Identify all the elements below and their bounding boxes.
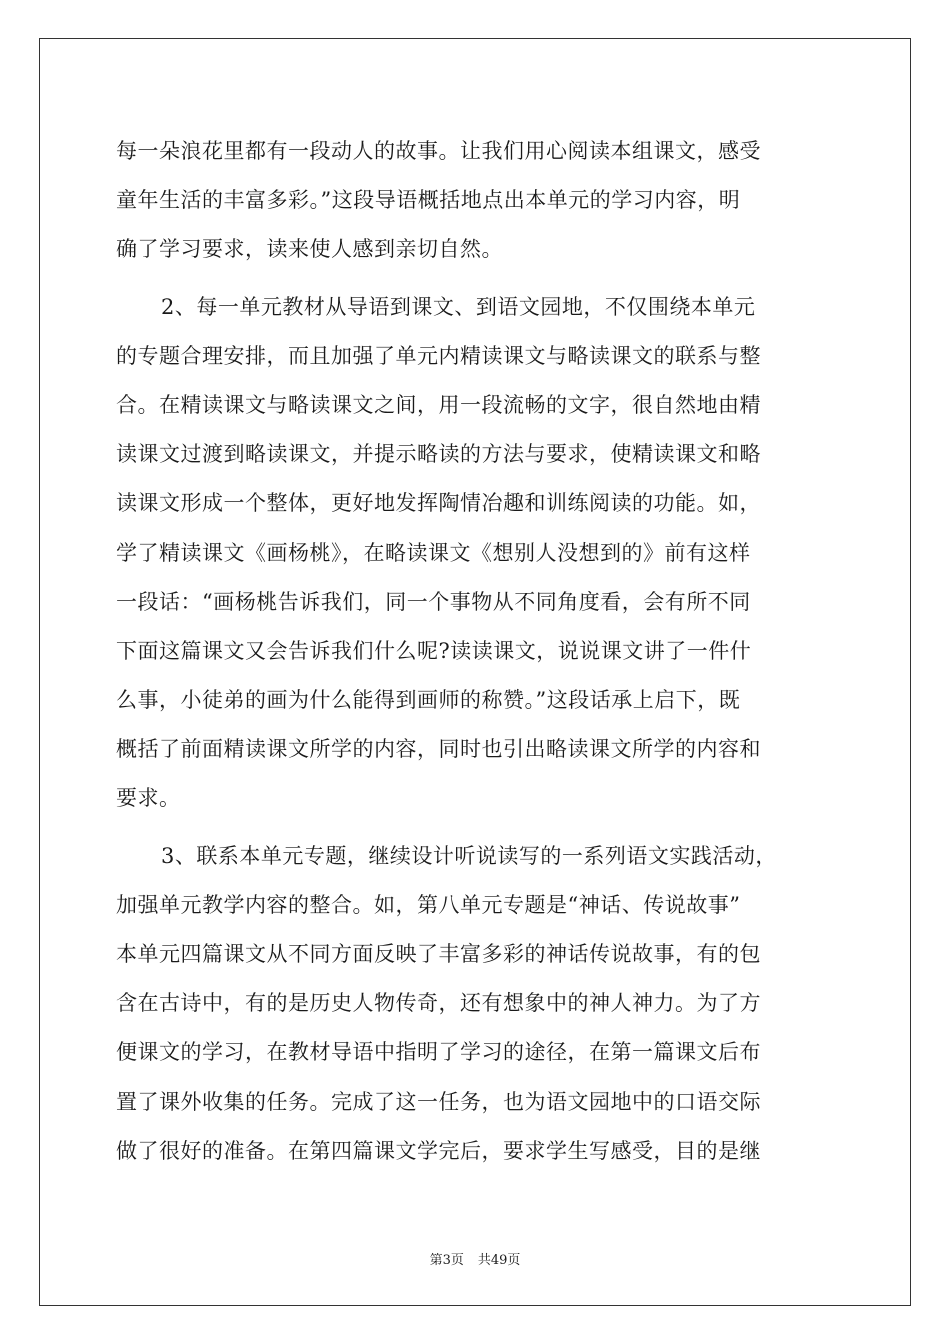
text-line: 加强单元教学内容的整合。如，第八单元专题是“神话、传说故事” [116, 892, 741, 917]
page-footer [0, 1249, 950, 1268]
text-line: 每一朵浪花里都有一段动人的故事。让我们用心阅读本组课文，感受 [116, 139, 761, 163]
text-line: 便课文的学习，在教材导语中指明了学习的途径，在第一篇课文后布 [116, 1040, 761, 1065]
text-line: 做了很好的准备。在第四篇课文学完后，要求学生写感受，目的是继 [116, 1138, 761, 1163]
text-line: 童年生活的丰富多彩。”这段导语概括地点出本单元的学习内容，明 [116, 188, 741, 213]
text-line: 读课文过渡到略读课文，并提示略读的方法与要求，使精读课文和略 [116, 442, 761, 467]
text-line: 确了学习要求，读来使人感到亲切自然。 [116, 237, 503, 262]
text-line: 置了课外收集的任务。完成了这一任务，也为语文园地中的口语交际 [116, 1089, 761, 1114]
text-line: 要求。 [116, 786, 181, 811]
document-body [116, 127, 832, 1176]
text-line: 一段话：“画杨桃告诉我们，同一个事物从不同角度看，会有所不同 [116, 589, 751, 614]
paragraph-3-first-line: 3、联系本单元专题，继续设计听说读写的一系列语文实践活动， [161, 843, 777, 868]
text-line: 本单元四篇课文从不同方面反映了丰富多彩的神话传说故事，有的包 [116, 942, 761, 966]
text-line: 么事，小徒弟的画为什么能得到画师的称赞。”这段话承上启下，既 [116, 688, 741, 713]
text-line: 下面这篇课文又会告诉我们什么呢?读读课文，说说课文讲了一件什 [116, 638, 752, 663]
text-line: 合。在精读课文与略读课文之间，用一段流畅的文字，很自然地由精 [116, 392, 761, 417]
paragraph-2-first-line: 2、每一单元教材从导语到课文、到语文园地，不仅围绕本单元 [161, 294, 756, 319]
text-line: 的专题合理安排，而且加强了单元内精读课文与略读课文的联系与整 [116, 343, 761, 368]
text-line: 含在古诗中，有的是历史人物传奇，还有想象中的神人神力。为了方 [116, 991, 761, 1016]
text-line: 读课文形成一个整体，更好地发挥陶情冶趣和训练阅读的功能。如， [116, 491, 761, 516]
text-line: 概括了前面精读课文所学的内容，同时也引出略读课文所学的内容和 [116, 737, 761, 762]
page-number: 第3页 [429, 1253, 464, 1268]
text-line: 学了精读课文《画杨桃》，在略读课文《想别人没想到的》前有这样 [116, 540, 751, 565]
total-pages: 共49页 [477, 1253, 521, 1268]
